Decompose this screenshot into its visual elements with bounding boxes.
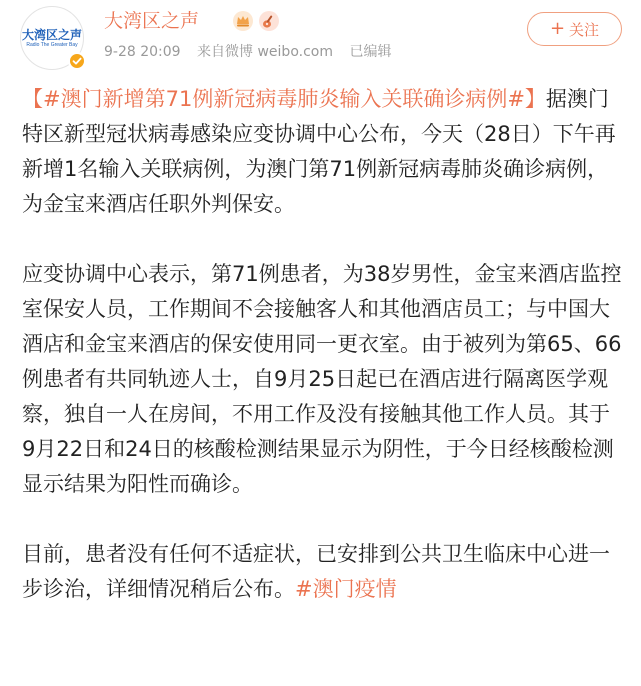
crown-icon — [232, 10, 254, 32]
follow-button[interactable] — [527, 12, 622, 46]
topic-link-1[interactable]: 【#澳门新增第71例新冠病毒肺炎输入关联确诊病例#】 — [22, 87, 546, 111]
avatar-subtitle: Radio The Greater Bay — [26, 41, 78, 48]
post-paragraph-1 — [22, 82, 622, 222]
post-body — [22, 82, 622, 607]
post-time[interactable]: 9-28 20:09 — [104, 44, 181, 60]
user-badges — [232, 10, 280, 32]
user-name[interactable]: 大湾区之声 — [104, 10, 200, 32]
post-paragraph-2: 应变协调中心表示，第71例患者，为38岁男性，金宝来酒店监控室保安人员，工作期间不会接触客人和其他酒店员工；与中国大酒店和金宝来酒店的保安使用同一更衣室。由于被列为第65、66例患者有共同轨迹人士，自9月25日起已在酒店进行隔离医学观察，独自一人在房间，不用工作及没有接触其他工作人员。其于9月22日和24日的核酸检测结果显示为阴性，于今日经核酸检测显示结果为阳性而确诊。 — [22, 262, 622, 496]
post-source: 来自微博 weibo.com — [197, 44, 333, 60]
avatar-title: 大湾区之声 — [21, 27, 82, 42]
post-meta — [104, 42, 403, 62]
plus-icon: + — [549, 18, 566, 39]
post-paragraph-3 — [22, 537, 622, 607]
paragraph-1-text: 据澳门特区新型冠状病毒感染应变协调中心公布，今天（28日）下午再新增1名输入关联病例，为澳门第71例新冠病毒肺炎确诊病例， 为金宝来酒店任职外判保安。 — [22, 87, 616, 216]
paragraph-3-text: 目前，患者没有任何不适症状，已安排到公共卫生临床中心进一步诊治，详细情况稍后公布。 — [22, 542, 610, 601]
guitar-icon — [258, 10, 280, 32]
topic-link-2[interactable]: #澳门疫情 — [295, 577, 397, 601]
edited-label[interactable]: 已编辑 — [349, 44, 392, 60]
follow-label: 关注 — [569, 20, 600, 39]
post-header — [0, 0, 641, 80]
verified-icon — [68, 52, 86, 70]
